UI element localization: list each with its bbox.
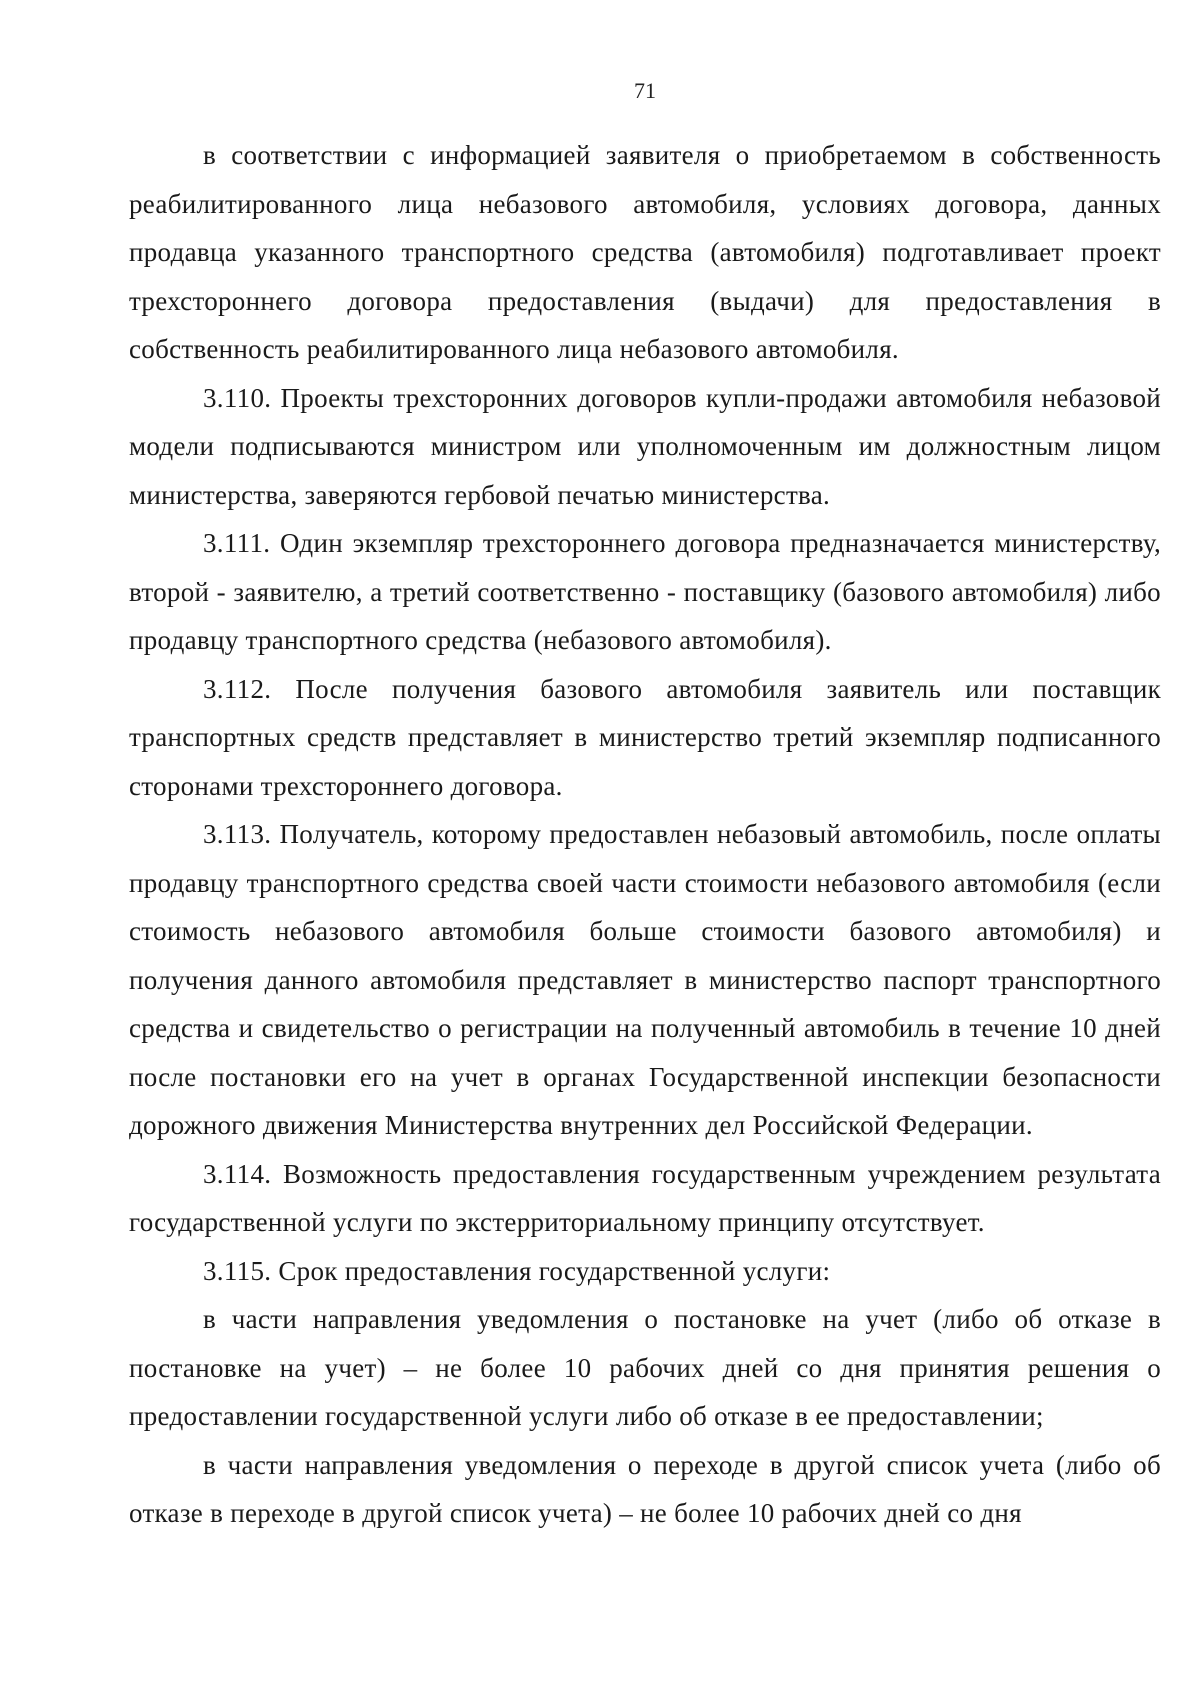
paragraph-3-115: 3.115. Срок предоставления государственной услуги:: [203, 1255, 831, 1286]
paragraph-registration-notice-term: в части направления уведомления о постановке на учет (либо об отказе в постановке на учет) – не более 10 рабочих дней со дня принятия решения о предоставлении государственной услуги либо об отказе в ее предоставлении;: [129, 1304, 1161, 1431]
paragraph-contract-preparation: в соответствии с информацией заявителя о приобретаемом в собственность реабилитированного лица небазового автомобиля, условиях договора, данных продавца указанного транспортного средства (автомобиля) подготавливает проект трехстороннего договора предоставления (выдачи) для предоставления в собственность реабилитированного лица небазового автомобиля.: [129, 140, 1161, 364]
paragraph-3-113: 3.113. Получатель, которому предоставлен небазовый автомобиль, после оплаты продавцу транспортного средства своей части стоимости небазового автомобиля (если стоимость небазового автомобиля больше стоимости базового автомобиля) и получения данного автомобиля представляет в министерство паспорт транспортного средства и свидетельство о регистрации на полученный автомобиль в течение 10 дней после постановки его на учет в органах Государственной инспекции безопасности дорожного движения Министерства внутренних дел Российской Федерации.: [129, 819, 1161, 1140]
paragraph-list-transfer-notice-term: в части направления уведомления о переходе в другой список учета (либо об отказе в переходе в другой список учета) – не более 10 рабочих дней со дня: [129, 1449, 1161, 1528]
paragraph-3-110: 3.110. Проекты трехсторонних договоров купли-продажи автомобиля небазовой модели подписываются министром или уполномоченным им должностным лицом министерства, заверяются гербовой печатью министерства.: [129, 382, 1161, 510]
document-body: [129, 131, 1161, 1538]
page-number: 71: [634, 78, 656, 103]
paragraph-3-112: 3.112. После получения базового автомобиля заявитель или поставщик транспортных средств представляет в министерство третий экземпляр подписанного сторонами трехстороннего договора.: [129, 673, 1161, 801]
paragraph-3-114: 3.114. Возможность предоставления государственным учреждением результата государственной услуги по экстерриториальному принципу отсутствует.: [129, 1158, 1161, 1237]
paragraph-3-111: 3.111. Один экземпляр трехстороннего договора предназначается министерству, второй - заявителю, а третий соответственно - поставщику (базового автомобиля) либо продавцу транспортного средства (небазового автомобиля).: [129, 528, 1161, 655]
